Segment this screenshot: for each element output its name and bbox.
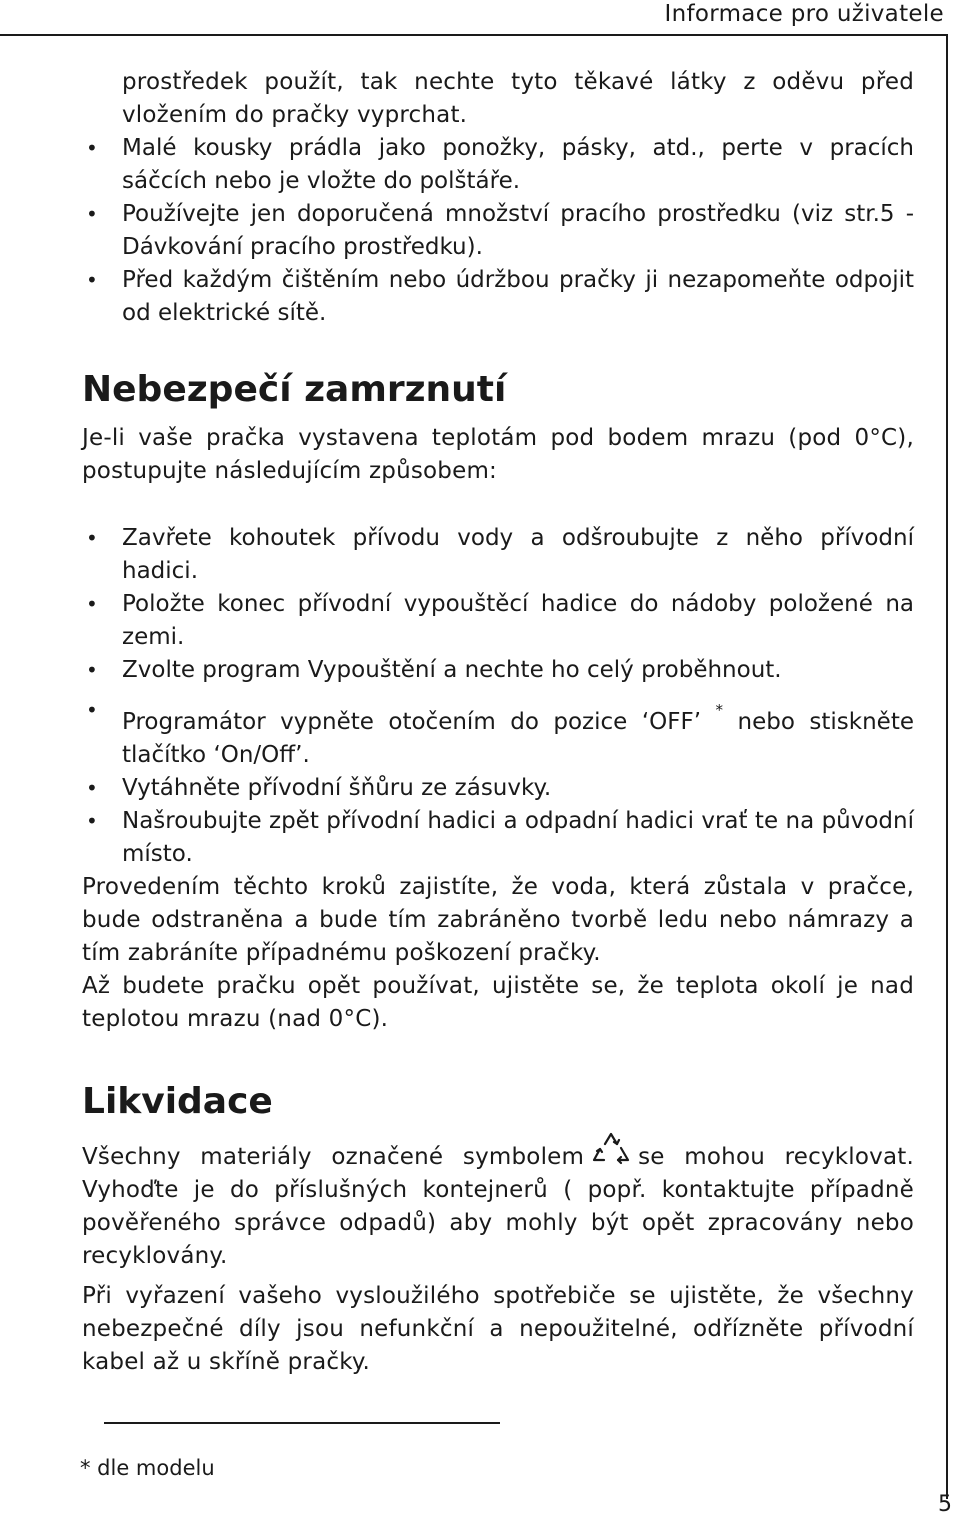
list-item-text: nebo stiskněte tlačítko ‘On/Off’. [122,709,914,768]
frost-intro: Je-li vaše pračka vystavena teplotám pod bodem mrazu (pod 0°C), postupujte následujícím způsobem: [82,425,914,484]
recycle-icon [588,1130,634,1170]
bullet-icon: • [86,658,98,682]
footnote: * dle modelu [80,1456,215,1480]
bullet-icon: • [86,776,98,800]
bullet-icon: • [86,592,98,616]
bullet-icon: • [86,136,98,160]
list-item [82,522,914,588]
page-number: 5 [938,1492,952,1517]
disposal-heading: Likvidace [82,1081,273,1122]
frost-bullet-list [82,522,914,871]
list-item-text: Zvolte program Vypouštění a nechte ho celý proběhnout. [122,657,782,683]
frost-section [82,368,914,1036]
continuation-text: prostředek použít, tak nechte tyto těkavé látky z oděvu před vložením do pračky vyprchat. [122,69,914,128]
list-item [82,264,914,330]
intro-bullet-list [82,132,914,330]
bullet-icon: • [86,202,98,226]
list-item [82,588,914,654]
list-item-text: Položte konec přívodní vypouštěcí hadice do nádoby položené na zemi. [122,591,914,650]
header-title: Informace pro uživatele [664,1,944,27]
disposal-text-before: Všechny materiály označené symbolem [82,1144,585,1170]
frost-heading: Nebezpečí zamrznutí [82,369,507,410]
list-item-text: Před každým čištěním nebo údržbou pračky ji nezapomeňte odpojit od elektrické sítě. [122,267,914,326]
list-item [82,772,914,805]
footnote-rule [104,1422,500,1424]
page-content [82,66,914,1379]
frost-paragraph-1: Provedením těchto kroků zajistíte, že voda, která zůstala v pračce, bude odstraněna a bude tím zabráněno tvorbě ledu nebo námrazy a tím zabráníte případnému poškození pračky. [82,874,914,966]
list-item-text: Malé kousky prádla jako ponožky, pásky, atd., perte v pracích sáčcích nebo je vložte do polštáře. [122,135,914,194]
disposal-paragraph-2: Při vyřazení vašeho vysloužilého spotřebiče se ujistěte, že všechny nebezpečné díly jsou nefunkční a nepoužitelné, odřízněte přívodní kabel až u skříně pračky. [82,1283,914,1375]
list-item-text: Zavřete kohoutek přívodu vody a odšroubujte z něho přívodní hadici. [122,525,914,584]
list-item-text: Používejte jen doporučená množství pracího prostředku (viz str.5 -Dávkování pracího prostředku). [122,201,914,260]
list-item [82,805,914,871]
list-item-text: Programátor vypněte otočením do pozice ‘OFF’ [122,709,701,735]
list-item [82,654,914,687]
list-item [82,694,914,772]
bullet-icon: • [86,268,98,292]
disposal-section [82,1080,914,1379]
footnote-marker: * [715,701,723,719]
disposal-text-after: se mohou recyklovat. Vyhoďte je do příslušných kontejnerů ( popř. kontaktujte případně pověřeného správce odpadů) aby mohly být opět zpracovány nebo recyklovány. [82,1144,914,1269]
list-item-text: Našroubujte zpět přívodní hadici a odpadní hadici vrať te na původní místo. [122,808,914,867]
bullet-icon: • [86,526,98,550]
bullet-icon: • [86,698,98,722]
list-item-text: Vytáhněte přívodní šňůru ze zásuvky. [122,775,552,801]
intro-section [82,66,914,330]
bullet-icon: • [86,809,98,833]
list-item [82,198,914,264]
header-rule [0,34,948,36]
side-rule [946,34,948,1499]
frost-paragraph-2: Až budete pračku opět používat, ujistěte se, že teplota okolí je nad teplotou mrazu (nad 0°C). [82,973,914,1032]
list-item [82,132,914,198]
disposal-paragraph-1 [82,1130,914,1273]
